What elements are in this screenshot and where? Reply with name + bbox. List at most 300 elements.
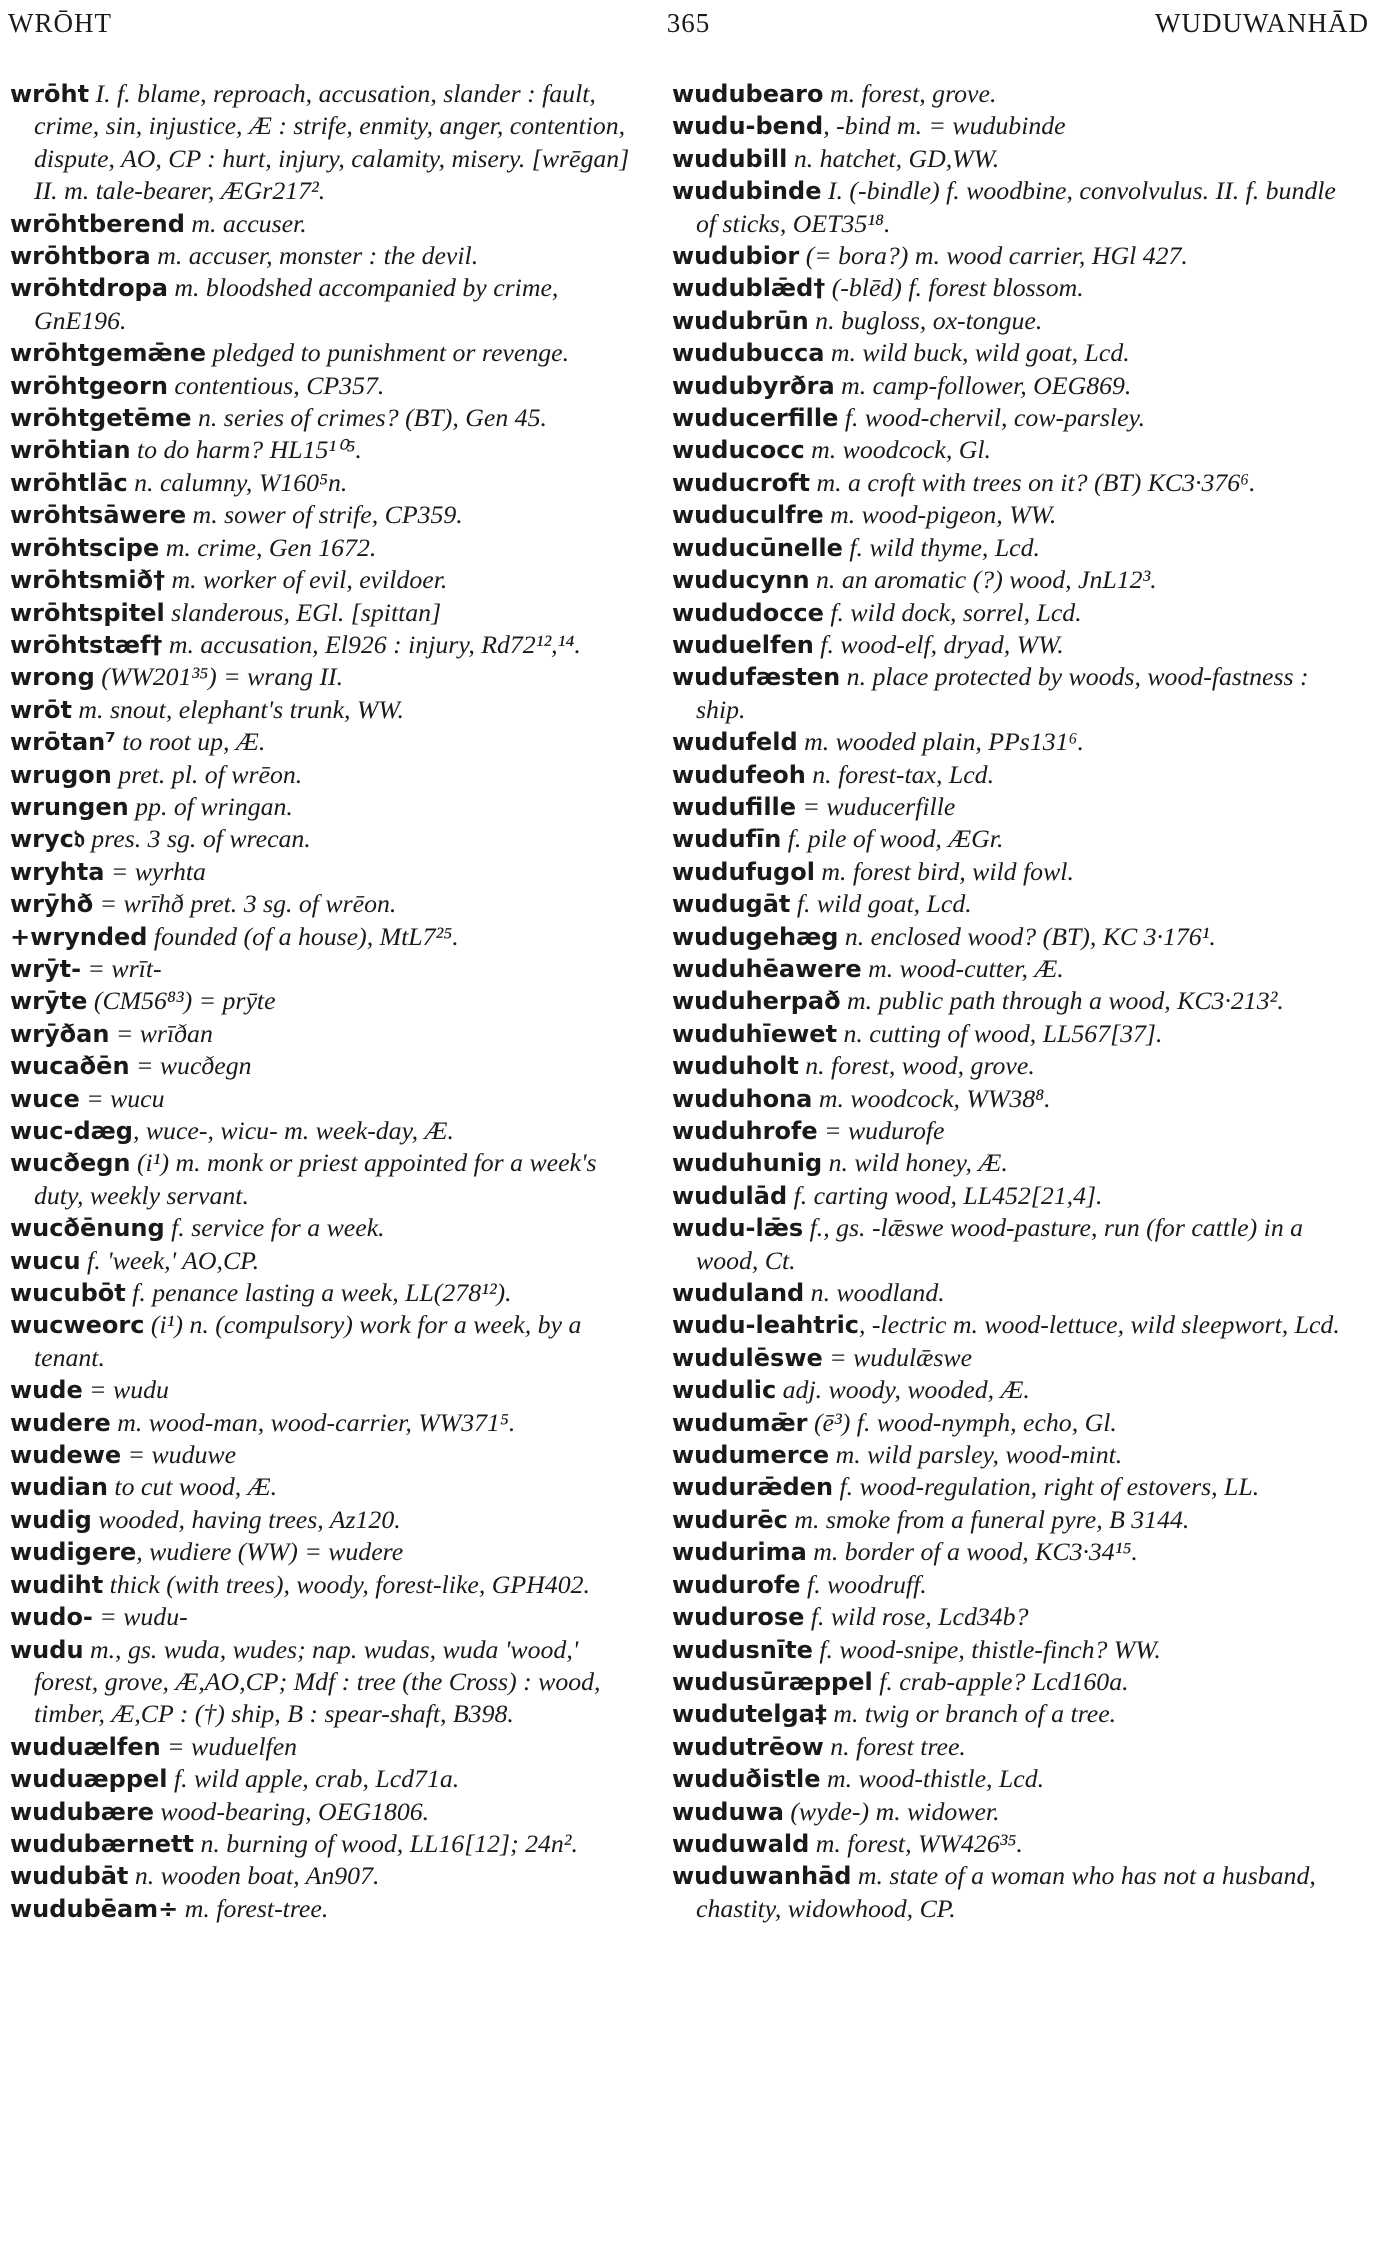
- dictionary-entry: [10, 1083, 646, 1115]
- dictionary-entry: [10, 856, 646, 888]
- headword: wryhta: [10, 857, 105, 886]
- headword: wudubucca: [672, 339, 825, 368]
- headword: wude: [10, 1376, 83, 1405]
- dictionary-entry: [10, 1601, 646, 1633]
- definition: m. wild buck, wild goat, Lcd.: [824, 338, 1130, 368]
- dictionary-entry: [672, 1342, 1362, 1374]
- definition: I. f. blame, reproach, accusation, slander : fault, crime, sin, injustice, Æ : strife, enmity, anger, contention, dispute, AO, CP : hurt, injury, calamity, misery. [wrēgan] II. m. tale-bearer, ÆGr217².: [34, 79, 630, 206]
- definition: m. a croft with trees on it? (BT) KC3·376⁶.: [810, 467, 1256, 497]
- definition: (wyde-) m. widower.: [783, 1796, 1000, 1826]
- headword: wudiht: [10, 1570, 104, 1599]
- definition: f. wild rose, Lcd34b?: [804, 1602, 1029, 1632]
- headword: wudubēam÷: [10, 1894, 179, 1923]
- headword: wuduhēawere: [672, 954, 862, 983]
- dictionary-entry: [10, 1634, 646, 1731]
- definition: m. snout, elephant's trunk, WW.: [71, 694, 404, 724]
- dictionary-entry: [10, 1569, 646, 1601]
- dictionary-entry: [10, 1277, 646, 1309]
- definition: f. wild thyme, Lcd.: [842, 532, 1040, 562]
- dictionary-entry: [10, 1147, 646, 1212]
- definition: = wuduelfen: [160, 1731, 298, 1761]
- headword: wudufæsten: [672, 663, 841, 692]
- headword: wudubāt: [10, 1862, 129, 1891]
- dictionary-entry: [10, 1828, 646, 1860]
- dictionary-entry: [10, 434, 646, 466]
- headword: wudurǣden: [672, 1473, 834, 1502]
- definition: f. wild apple, crab, Lcd71a.: [167, 1764, 460, 1794]
- definition: m. wood-man, wood-carrier, WW371⁵.: [110, 1407, 516, 1437]
- page-number: 365: [666, 8, 711, 38]
- definition: f. service for a week.: [164, 1213, 385, 1243]
- headword: wuducocc: [672, 436, 805, 465]
- headword: wudubearo: [672, 80, 824, 108]
- headword: wuducroft: [672, 468, 810, 497]
- definition: , wuce-, wicu- m. week-day, Æ.: [132, 1116, 454, 1145]
- definition: n. forest-tax, Lcd.: [805, 759, 995, 789]
- dictionary-entry: [672, 629, 1362, 661]
- definition: m. camp-follower, OEG869.: [834, 370, 1132, 400]
- headword: wrōhtgeorn: [10, 371, 168, 400]
- definition: n. series of crimes? (BT), Gen 45.: [191, 403, 547, 433]
- headword: wrōhtberend: [10, 209, 185, 238]
- dictionary-entry: [10, 1050, 646, 1082]
- headword: wudufeoh: [672, 760, 806, 789]
- definition: , wudiere (WW) = wudere: [136, 1537, 404, 1567]
- dictionary-entry: [10, 1309, 646, 1374]
- headword: wudugehæg: [672, 922, 839, 951]
- definition: n. calumny, W160⁵n.: [127, 467, 348, 497]
- headword: wuduwanhād: [672, 1862, 852, 1891]
- definition: (i¹) m. monk or priest appointed for a week's duty, weekly servant.: [34, 1148, 597, 1210]
- headword: wrōhtsmið†: [10, 566, 166, 595]
- definition: to do harm? HL15¹⁰⁵.: [130, 435, 362, 465]
- definition: n. wild honey, Æ.: [822, 1148, 1008, 1178]
- headword: wuduculfre: [672, 501, 824, 530]
- headword: wrōhtsāwere: [10, 501, 187, 530]
- headword: wududocce: [672, 598, 824, 627]
- dictionary-entry: [672, 1147, 1362, 1179]
- headword: wudumǣr: [672, 1408, 808, 1437]
- dictionary-entry: [672, 1536, 1362, 1568]
- definition: = wuduwe: [121, 1440, 237, 1470]
- dictionary-entry: [672, 370, 1362, 402]
- dictionary-entry: [672, 1634, 1362, 1666]
- headword: wuduholt: [672, 1052, 799, 1081]
- dictionary-entry: [10, 78, 646, 208]
- definition: pp. of wringan.: [128, 791, 293, 821]
- dictionary-entry: [10, 1245, 646, 1277]
- dictionary-entry: [672, 1731, 1362, 1763]
- dictionary-entry: [672, 272, 1362, 304]
- headword: wudu-leahtric: [672, 1311, 860, 1340]
- definition: n. place protected by woods, wood-fastness : ship.: [696, 662, 1309, 724]
- definition: = wudurofe: [817, 1116, 945, 1145]
- definition: = wucu: [79, 1083, 165, 1113]
- left-column: [10, 78, 646, 1925]
- definition: (CM56⁸³) = prȳte: [87, 986, 276, 1016]
- dictionary-entry: [10, 499, 646, 531]
- dictionary-entry: [10, 1763, 646, 1795]
- headword: wudo-: [10, 1603, 93, 1632]
- dictionary-entry: [672, 1763, 1362, 1795]
- headword: wudubrūn: [672, 306, 809, 335]
- definition: f. crab-apple? Lcd160a.: [872, 1666, 1129, 1696]
- dictionary-entry: [672, 985, 1362, 1017]
- dictionary-entry: [672, 564, 1362, 596]
- headword: wucweorc: [10, 1311, 145, 1340]
- definition: m. accusation, El926 : injury, Rd72¹²,¹⁴.: [162, 629, 581, 659]
- dictionary-entry: [10, 1536, 646, 1568]
- dictionary-entry: [672, 1374, 1362, 1406]
- definition: = wrīhð pret. 3 sg. of wrēon.: [93, 889, 397, 919]
- definition: = wyrhta: [104, 856, 206, 886]
- definition: = wrīt-: [81, 953, 162, 983]
- headword: wudu: [10, 1635, 84, 1664]
- definition: f. carting wood, LL452[21,4].: [787, 1180, 1103, 1210]
- headword: wudusūræppel: [672, 1667, 873, 1696]
- definition: f. wood-snipe, thistle-finch? WW.: [812, 1634, 1161, 1664]
- definition: f. penance lasting a week, LL(278¹²).: [125, 1278, 512, 1308]
- definition: f. wood-regulation, right of estovers, LL.: [833, 1472, 1260, 1502]
- dictionary-entry: [672, 1309, 1362, 1341]
- headword: wudurima: [672, 1538, 807, 1567]
- dictionary-entry: [10, 1860, 646, 1892]
- headword: wudere: [10, 1408, 111, 1437]
- dictionary-entry: [672, 1504, 1362, 1536]
- headword: wrungen: [10, 792, 129, 821]
- dictionary-entry: [10, 921, 646, 953]
- headword: wuc-dæg: [10, 1117, 133, 1145]
- headword: wudufīn: [672, 825, 782, 854]
- definition: thick (with trees), woody, forest-like, GPH402.: [103, 1569, 590, 1599]
- definition: m., gs. wuda, wudes; nap. wudas, wuda 'wood,' forest, grove, Æ,AO,CP; Mdf : tree (the Cross) : wood, timber, Æ,CP : (†) ship, B : spear-shaft, B398.: [34, 1634, 601, 1729]
- headword: wrōhtgetēme: [10, 404, 192, 433]
- definition: (ē³) f. wood-nymph, echo, Gl.: [807, 1407, 1117, 1437]
- definition: m. smoke from a funeral pyre, B 3144.: [787, 1504, 1190, 1534]
- definition: = wudulǣswe: [822, 1342, 973, 1372]
- definition: founded (of a house), MtL7²⁵.: [147, 921, 459, 951]
- headword: wudutrēow: [672, 1732, 824, 1761]
- dictionary-entry: [10, 1504, 646, 1536]
- dictionary-entry: [672, 953, 1362, 985]
- definition: f. wood-chervil, cow-parsley.: [838, 403, 1146, 433]
- dictionary-entry: [672, 856, 1362, 888]
- definition: contentious, CP357.: [167, 370, 385, 400]
- dictionary-entry: [672, 726, 1362, 758]
- headword: wuduhunig: [672, 1149, 823, 1178]
- headword: wudublǣd†: [672, 274, 826, 303]
- dictionary-entry: [10, 661, 646, 693]
- headword: +wrynded: [10, 922, 148, 951]
- definition: m. wild parsley, wood-mint.: [829, 1440, 1123, 1470]
- definition: m. crime, Gen 1672.: [159, 532, 377, 562]
- definition: m. sower of strife, CP359.: [186, 500, 463, 530]
- dictionary-entry: [10, 564, 646, 596]
- headword: wrong: [10, 663, 95, 692]
- dictionary-entry: [10, 1893, 646, 1925]
- headword: wrōt: [10, 695, 72, 724]
- definition: = wrīðan: [109, 1018, 213, 1048]
- definition: pledged to punishment or revenge.: [206, 338, 570, 368]
- dictionary-entry: [672, 175, 1362, 240]
- headword: wrȳhð: [10, 890, 94, 919]
- page-header: [8, 8, 1369, 48]
- dictionary-entry: [10, 888, 646, 920]
- headword: wudurofe: [672, 1570, 801, 1599]
- definition: m. wood-cutter, Æ.: [861, 953, 1064, 983]
- headword: wudigere: [10, 1538, 137, 1567]
- dictionary-entry: [672, 143, 1362, 175]
- definition: f. 'week,' AO,CP.: [80, 1245, 260, 1275]
- headword: wudubyrðra: [672, 371, 835, 400]
- headword: wuduwa: [672, 1797, 784, 1826]
- definition: m. public path through a wood, KC3·213².: [840, 986, 1284, 1016]
- headword: wuduhrofe: [672, 1117, 818, 1145]
- headword: wrugon: [10, 760, 112, 789]
- left-guide-word: WRŌHT: [8, 8, 112, 38]
- dictionary-entry: [672, 499, 1362, 531]
- dictionary-entry: [10, 791, 646, 823]
- headword: wudubærnett: [10, 1829, 194, 1858]
- dictionary-entry: [672, 78, 1362, 110]
- headword: wrōhtlāc: [10, 468, 128, 497]
- headword: wudubære: [10, 1797, 154, 1826]
- definition: f. pile of wood, ÆGr.: [781, 824, 1004, 854]
- definition: n. an aromatic (?) wood, JnL12³.: [809, 565, 1157, 595]
- definition: m. wooded plain, PPs131⁶.: [797, 727, 1084, 757]
- definition: adj. woody, wooded, Æ.: [776, 1375, 1030, 1405]
- definition: (i¹) n. (compulsory) work for a week, by a tenant.: [34, 1310, 582, 1372]
- dictionary-entry: [672, 888, 1362, 920]
- dictionary-entry: [672, 1018, 1362, 1050]
- headword: wudurose: [672, 1603, 805, 1632]
- dictionary-entry: [10, 759, 646, 791]
- definition: m. forest, WW426³⁵.: [809, 1828, 1023, 1858]
- headword: wudusnīte: [672, 1635, 813, 1664]
- definition: f., gs. -lǣswe wood-pasture, run (for cattle) in a wood, Ct.: [696, 1213, 1304, 1275]
- dictionary-entry: [672, 921, 1362, 953]
- definition: = wudu-: [92, 1602, 188, 1632]
- dictionary-entry: [10, 953, 646, 985]
- headword: wrōhtdropa: [10, 274, 168, 303]
- right-guide-word: WUDUWANHĀD: [1155, 8, 1369, 38]
- dictionary-entry: [672, 661, 1362, 726]
- dictionary-entry: [672, 1471, 1362, 1503]
- headword: wudurēc: [672, 1505, 788, 1534]
- definition: f. wild dock, sorrel, Lcd.: [823, 597, 1082, 627]
- definition: m. border of a wood, KC3·34¹⁵.: [806, 1537, 1138, 1567]
- definition: I. (-bindle) f. woodbine, convolvulus. II. f. bundle of sticks, OET35¹⁸.: [696, 176, 1336, 238]
- headword: wuducerfille: [672, 404, 839, 433]
- headword: wuduherpað: [672, 987, 841, 1016]
- definition: n. burning of wood, LL16[12]; 24n².: [194, 1828, 578, 1858]
- dictionary-entry: [672, 1569, 1362, 1601]
- definition: m. accuser.: [184, 208, 307, 238]
- headword: wucubōt: [10, 1279, 126, 1308]
- dictionary-entry: [10, 532, 646, 564]
- headword: wudig: [10, 1505, 92, 1534]
- headword: wudumerce: [672, 1441, 830, 1470]
- dictionary-entry: [10, 240, 646, 272]
- headword: wudutelga‡: [672, 1700, 827, 1729]
- dictionary-entry: [10, 402, 646, 434]
- headword: wudewe: [10, 1441, 122, 1470]
- definition: to cut wood, Æ.: [107, 1472, 278, 1502]
- dictionary-entry: [672, 240, 1362, 272]
- dictionary-entry: [10, 823, 646, 855]
- dictionary-entry: [672, 110, 1362, 142]
- dictionary-entry: [672, 467, 1362, 499]
- headword: wudu-bend: [672, 112, 824, 141]
- headword: wryc𝔡: [10, 825, 85, 854]
- definition: (= bora?) m. wood carrier, HGl 427.: [799, 241, 1188, 271]
- dictionary-entry: [10, 1212, 646, 1244]
- dictionary-entry: [672, 1601, 1362, 1633]
- dictionary-entry: [10, 208, 646, 240]
- headword: wuduælfen: [10, 1732, 161, 1761]
- definition: wood-bearing, OEG1806.: [153, 1796, 430, 1826]
- headword: wrōhtbora: [10, 242, 151, 271]
- definition: pres. 3 sg. of wrecan.: [84, 824, 311, 854]
- headword: wuduelfen: [672, 630, 814, 659]
- definition: f. wood-elf, dryad, WW.: [813, 629, 1064, 659]
- definition: = wuducerfille: [796, 791, 956, 821]
- dictionary-entry: [10, 629, 646, 661]
- dictionary-entry: [672, 434, 1362, 466]
- definition: m. state of a woman who has not a husband, chastity, widowhood, CP.: [696, 1861, 1316, 1923]
- dictionary-entry: [672, 1277, 1362, 1309]
- headword: wuduhona: [672, 1084, 813, 1113]
- definition: n. forest, wood, grove.: [798, 1051, 1035, 1081]
- definition: (-blēd) f. forest blossom.: [825, 273, 1084, 303]
- headword: wucaðēn: [10, 1052, 130, 1081]
- definition: = wucðegn: [129, 1051, 252, 1081]
- dictionary-entry: [10, 1471, 646, 1503]
- dictionary-entry: [10, 726, 646, 758]
- headword: wrōhtscipe: [10, 533, 160, 562]
- headword: wudu-lǣs: [672, 1214, 804, 1243]
- definition: m. woodcock, Gl.: [804, 435, 991, 465]
- dictionary-entry: [672, 1050, 1362, 1082]
- definition: n. enclosed wood? (BT), KC 3·176¹.: [838, 921, 1216, 951]
- headword: wrōht: [10, 80, 90, 108]
- headword: wuduæppel: [10, 1765, 168, 1794]
- headword: wrōhtgemǣne: [10, 339, 207, 368]
- definition: pret. pl. of wrēon.: [111, 759, 303, 789]
- dictionary-entry: [672, 402, 1362, 434]
- headword: wudugāt: [672, 890, 791, 919]
- definition: n. forest tree.: [823, 1731, 966, 1761]
- dictionary-entry: [672, 1860, 1362, 1925]
- definition: f. wild goat, Lcd.: [790, 889, 972, 919]
- definition: n. hatchet, GD,WW.: [787, 143, 1000, 173]
- dictionary-entry: [10, 337, 646, 369]
- dictionary-entry: [10, 1439, 646, 1471]
- dictionary-entry: [672, 759, 1362, 791]
- headword: wucðegn: [10, 1149, 131, 1178]
- definition: n. bugloss, ox-tongue.: [808, 305, 1043, 335]
- definition: m. twig or branch of a tree.: [826, 1699, 1117, 1729]
- dictionary-entry: [672, 1439, 1362, 1471]
- headword: wuducūnelle: [672, 533, 843, 562]
- dictionary-entry: [10, 985, 646, 1017]
- headword: wrōhtstæf†: [10, 630, 163, 659]
- definition: = wudu: [82, 1375, 169, 1405]
- dictionary-entry: [672, 1666, 1362, 1698]
- definition: , -lectric m. wood-lettuce, wild sleepwort, Lcd.: [859, 1310, 1340, 1340]
- headword: wrȳt-: [10, 954, 82, 983]
- dictionary-entry: [672, 1796, 1362, 1828]
- headword: wuduhīewet: [672, 1019, 838, 1048]
- definition: slanderous, EGl. [spittan]: [164, 597, 442, 627]
- headword: wrȳðan: [10, 1019, 110, 1048]
- headword: wudufeld: [672, 728, 798, 757]
- headword: wuce: [10, 1084, 80, 1113]
- dictionary-entry: [672, 305, 1362, 337]
- dictionary-entry: [10, 597, 646, 629]
- headword: wudulād: [672, 1181, 788, 1210]
- dictionary-entry: [672, 1180, 1362, 1212]
- definition: (WW201³⁵) = wrang II.: [94, 662, 344, 692]
- dictionary-entry: [672, 1698, 1362, 1730]
- dictionary-entry: [672, 1083, 1362, 1115]
- headword: wuduwald: [672, 1829, 810, 1858]
- headword: wuducynn: [672, 566, 810, 595]
- definition: m. forest-tree.: [178, 1893, 329, 1923]
- headword: wucu: [10, 1246, 81, 1275]
- dictionary-entry: [10, 1374, 646, 1406]
- headword: wuduðistle: [672, 1765, 821, 1794]
- headword: wuduland: [672, 1279, 805, 1308]
- headword: wudufugol: [672, 857, 815, 886]
- definition: wooded, having trees, Az120.: [91, 1504, 401, 1534]
- definition: n. wooden boat, An907.: [128, 1861, 380, 1891]
- headword: wucðēnung: [10, 1214, 165, 1243]
- dictionary-entry: [672, 532, 1362, 564]
- dictionary-entry: [672, 337, 1362, 369]
- definition: m. bloodshed accompanied by crime, GnE196.: [34, 273, 559, 335]
- definition: m. forest bird, wild fowl.: [814, 856, 1074, 886]
- dictionary-entry: [672, 823, 1362, 855]
- dictionary-entry: [10, 1115, 646, 1147]
- headword: wudubill: [672, 144, 788, 173]
- definition: m. wood-thistle, Lcd.: [820, 1764, 1045, 1794]
- dictionary-entry: [672, 1212, 1362, 1277]
- dictionary-entry: [672, 1407, 1362, 1439]
- definition: m. worker of evil, evildoer.: [165, 565, 448, 595]
- dictionary-entry: [10, 1018, 646, 1050]
- headword: wrōtan⁷: [10, 728, 116, 757]
- definition: m. accuser, monster : the devil.: [150, 241, 479, 271]
- headword: wudulēswe: [672, 1343, 823, 1372]
- dictionary-entry: [672, 1115, 1362, 1147]
- definition: m. woodcock, WW38⁸.: [812, 1083, 1051, 1113]
- headword: wrōhtian: [10, 436, 131, 465]
- dictionary-entry: [672, 791, 1362, 823]
- definition: f. woodruff.: [800, 1569, 927, 1599]
- dictionary-entry: [10, 467, 646, 499]
- definition: n. woodland.: [804, 1278, 945, 1308]
- headword: wudubinde: [672, 177, 822, 206]
- definition: m. wood-pigeon, WW.: [823, 500, 1057, 530]
- headword: wrōhtspitel: [10, 598, 165, 627]
- definition: n. cutting of wood, LL567[37].: [837, 1018, 1163, 1048]
- headword: wudubior: [672, 242, 800, 271]
- dictionary-entry: [10, 1731, 646, 1763]
- dictionary-entry: [10, 1407, 646, 1439]
- headword: wudian: [10, 1473, 108, 1502]
- dictionary-entry: [10, 370, 646, 402]
